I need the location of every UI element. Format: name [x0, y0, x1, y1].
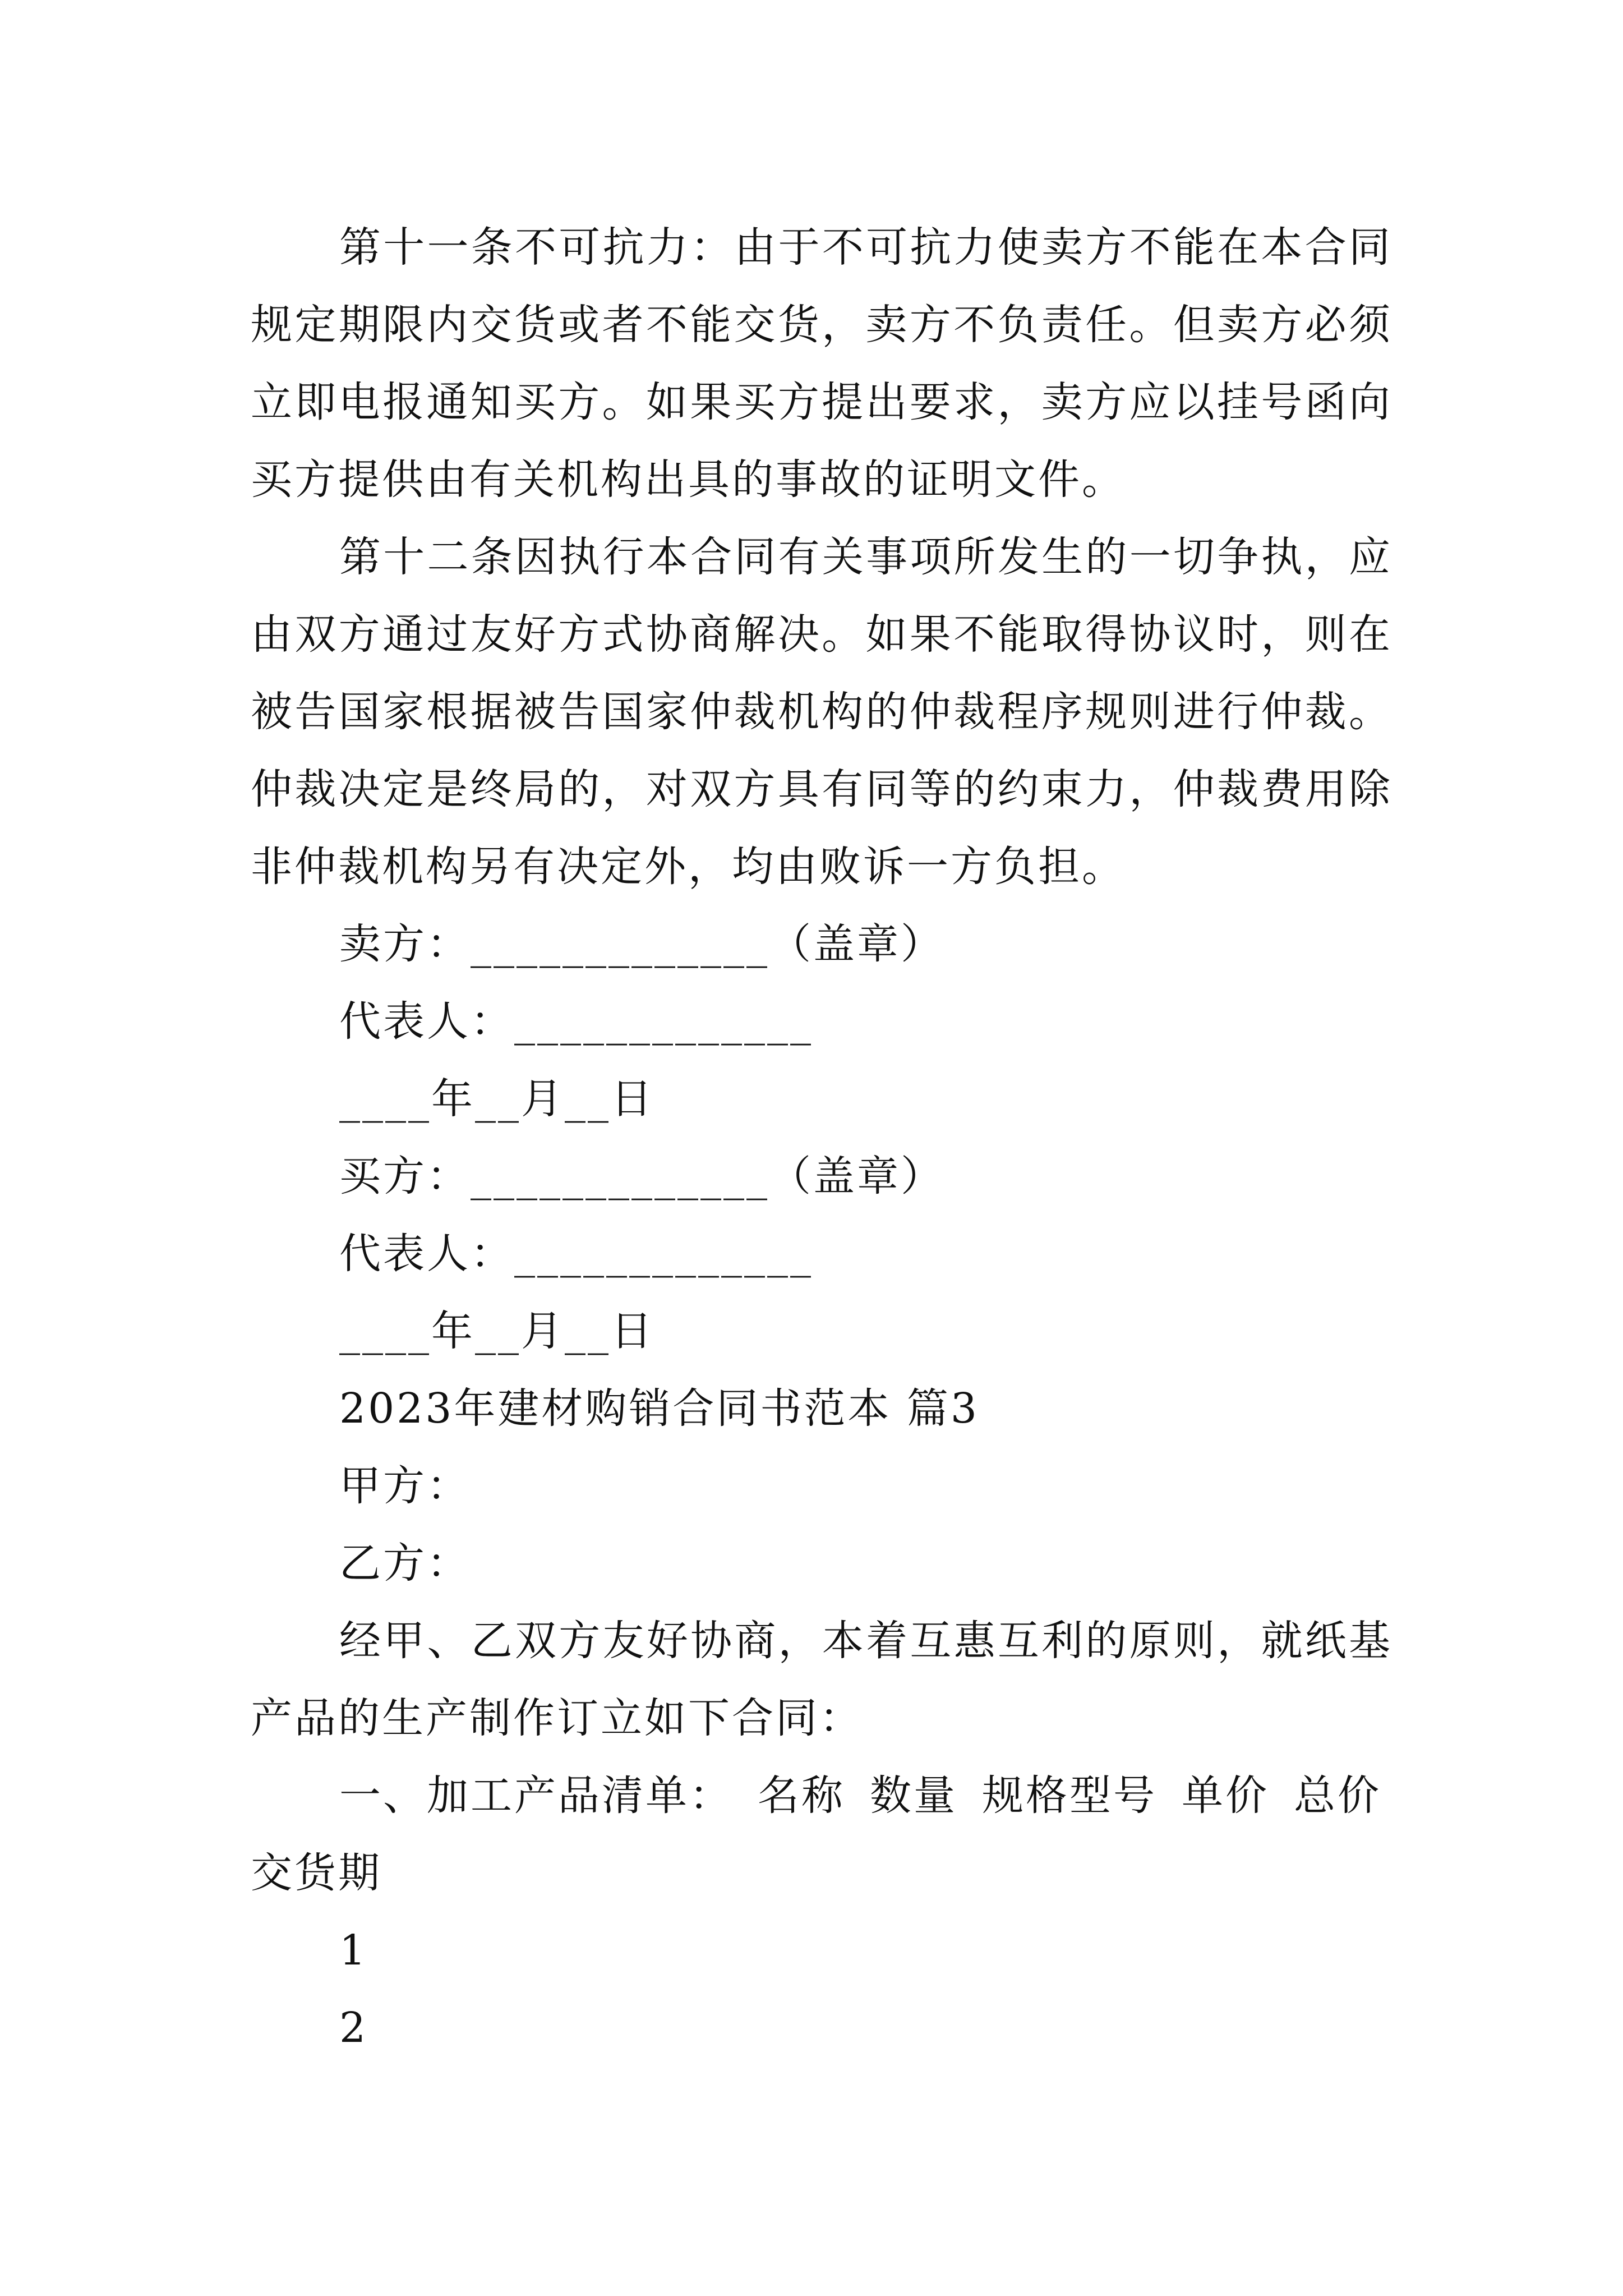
product-row-number: 1	[339, 1926, 368, 1975]
buyer-date-line: ____年__月__日	[339, 1307, 654, 1355]
party-a-line: 甲方：	[339, 1462, 471, 1510]
column-delivery-date: 交货期	[251, 1849, 382, 1897]
product-list-heading	[251, 1757, 1393, 1834]
column-quantity: 数量	[870, 1772, 957, 1820]
party-b-line: 乙方：	[339, 1539, 471, 1588]
article-11-paragraph: 第十一条不可抗力：由于不可抗力使卖方不能在本合同规定期限内交货或者不能交货，卖方不负责任。但卖方必须立即电报通知买方。如果买方提出要求，卖方应以挂号函向买方提供由有关机构出具的事故的证明文件。	[251, 223, 1393, 504]
seller-signature-line: 卖方：_____________（盖章）	[339, 920, 944, 968]
section-3-title: 2023年建材购销合同书范本 篇3	[339, 1384, 979, 1433]
column-name: 名称	[758, 1772, 845, 1820]
article-12-paragraph: 第十二条因执行本合同有关事项所发生的一切争执，应由双方通过友好方式协商解决。如果不能取得协议时，则在被告国家根据被告国家仲裁机构的仲裁程序规则进行仲裁。仲裁决定是终局的，对双方具有同等的约束力，仲裁费用除非仲裁机构另有决定外，均由败诉一方负担。	[251, 533, 1393, 891]
contract-intro-paragraph: 经甲、乙双方友好协商，本着互惠互利的原则，就纸基产品的生产制作订立如下合同：	[251, 1617, 1393, 1742]
seller-date-line: ____年__月__日	[339, 1075, 654, 1123]
product-row-number: 2	[339, 2004, 368, 2052]
product-list-label: 一、加工产品清单：	[339, 1772, 733, 1820]
column-unit-price: 单价	[1182, 1772, 1269, 1820]
seller-representative-line: 代表人：_____________	[339, 997, 813, 1046]
buyer-signature-line: 买方：_____________（盖章）	[339, 1152, 944, 1200]
buyer-representative-line: 代表人：_____________	[339, 1230, 813, 1278]
document-body	[251, 209, 1393, 2067]
column-total-price: 总价	[1294, 1772, 1381, 1820]
column-spec-model: 规格型号	[982, 1772, 1157, 1820]
